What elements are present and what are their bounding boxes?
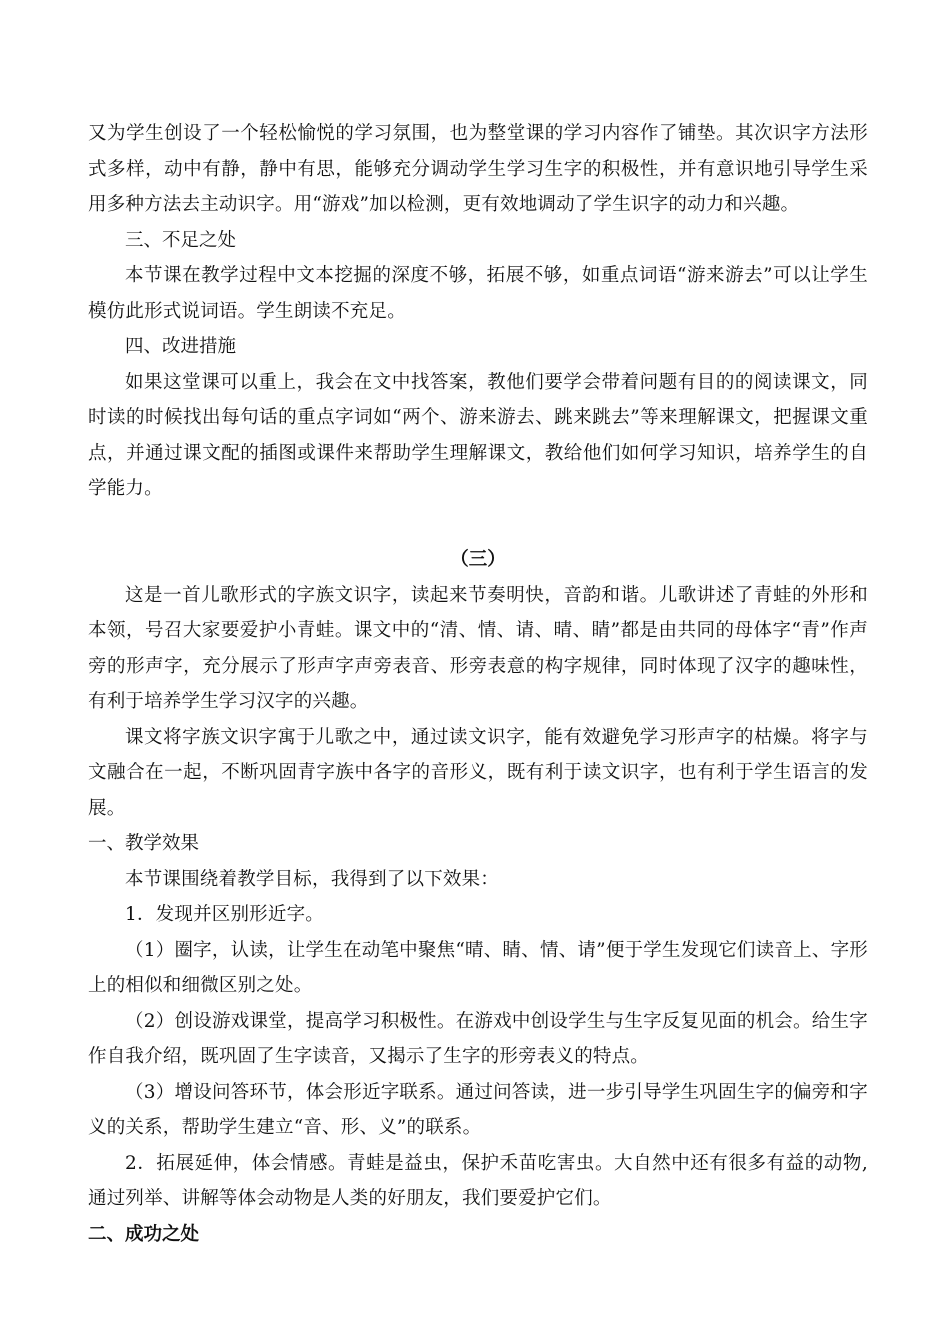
paragraph-effect-1-1: （1）圈字，认读，让学生在动笔中聚焦“晴、睛、情、请”便于学生发现它们读音上、字形上的相似和细微区别之处。: [88, 939, 868, 996]
paragraph-effect-2: 2．拓展延伸，体会情感。青蛙是益虫，保护禾苗吃害虫。大自然中还有很多有益的动物,通过列举、讲解等体会动物是人类的好朋友，我们要爱护它们。: [88, 1152, 868, 1209]
heading-teaching-effect: 一、教学效果: [88, 833, 200, 854]
section-spacer: [88, 507, 868, 543]
paragraph-improvement: 如果这堂课可以重上，我会在文中找答案，教他们要学会带着问题有目的的阅读课文，同时读的时候找出每句话的重点字词如“两个、游来游去、跳来跳去”等来理解课文，把握课文重点，并通过课文配的插图或课件来帮助学生理解课文，教给他们如何学习知识，培养学生的自学能力。: [88, 371, 868, 499]
document-body: [88, 116, 868, 1252]
heading-improvement: 四、改进措施: [125, 336, 237, 357]
heading-shortcomings: 三、不足之处: [125, 229, 237, 251]
heading-success: 二、成功之处: [88, 1223, 200, 1245]
paragraph-effect-1-2: （2）创设游戏课堂，提高学习积极性。在游戏中创设学生与生字反复见面的机会。给生字作自我介绍，既巩固了生字读音，又揭示了生字的形旁表义的特点。: [88, 1010, 868, 1067]
paragraph-effect-1-3: （3）增设问答环节，体会形近字联系。通过问答读，进一步引导学生巩固生字的偏旁和字义的关系，帮助学生建立“音、形、义”的联系。: [88, 1081, 868, 1138]
paragraph-section3-1: 这是一首儿歌形式的字族文识字，读起来节奏明快，音韵和谐。儿歌讲述了青蛙的外形和本领，号召大家要爱护小青蛙。课文中的“清、情、请、晴、睛”都是由共同的母体字“青”作声旁的形声字，充分展示了形声字声旁表音、形旁表意的构字规律，同时体现了汉字的趣味性，有利于培养学生学习汉字的兴趣。: [88, 584, 868, 712]
paragraph-shortcomings: 本节课在教学过程中文本挖掘的深度不够，拓展不够，如重点词语“游来游去”可以让学生模仿此形式说词语。学生朗读不充足。: [88, 265, 868, 322]
paragraph-effect-intro: 本节课围绕着教学目标，我得到了以下效果：: [125, 868, 500, 890]
section-title-3: （三）: [450, 549, 506, 570]
paragraph-effect-1: 1．发现并区别形近字。: [125, 904, 324, 925]
paragraph-intro: 又为学生创设了一个轻松愉悦的学习氛围，也为整堂课的学习内容作了铺垫。其次识字方法形式多样，动中有静，静中有思，能够充分调动学生学习生字的积极性，并有意识地引导学生采用多种方法去主动识字。用“游戏”加以检测，更有效地调动了学生识字的动力和兴趣。: [88, 123, 868, 215]
paragraph-section3-2: 课文将字族文识字寓于儿歌之中，通过读文识字，能有效避免学习形声字的枯燥。将字与文融合在一起，不断巩固青字族中各字的音形义，既有利于读文识字，也有利于学生语言的发展。: [88, 726, 868, 819]
